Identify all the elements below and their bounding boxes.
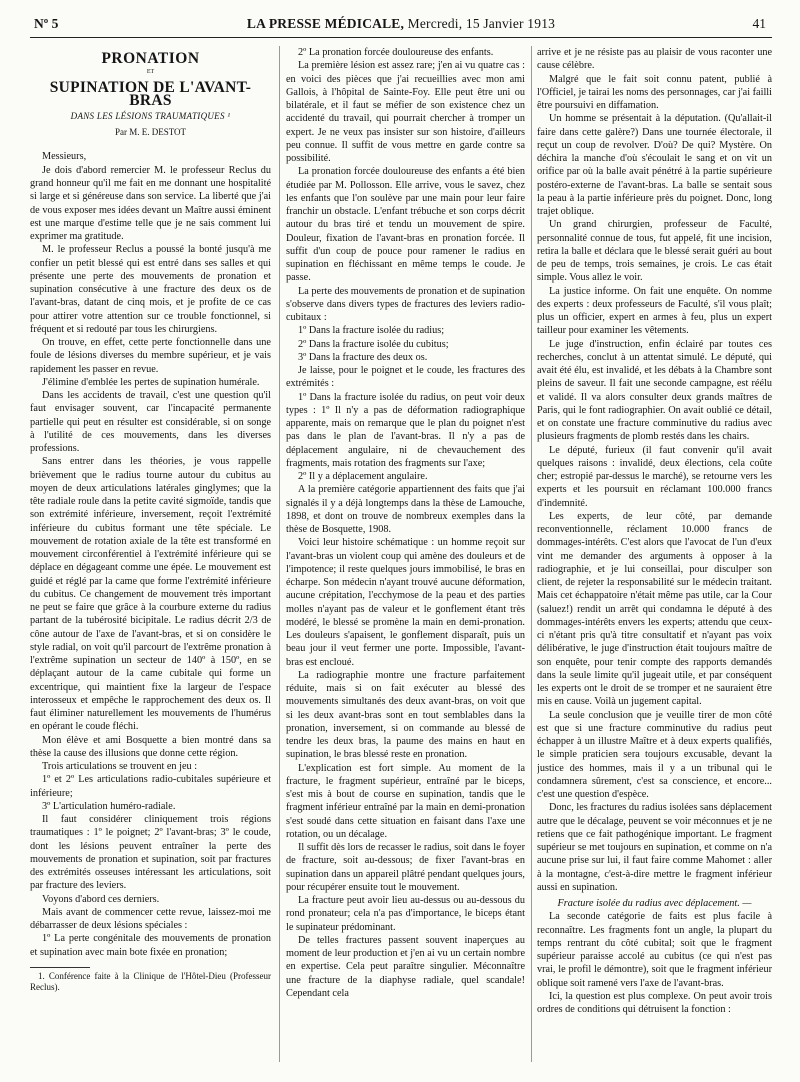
paragraph: 2º Il y a déplacement angulaire.	[298, 471, 428, 482]
article-byline: Par M. E. DESTOT	[114, 127, 187, 138]
paragraph: 1º La perte congénitale des mouvements de pronation et supination avec main bote fixée en pronation;	[30, 933, 271, 958]
paragraph: 1º Dans la fracture isolée du radius;	[298, 325, 445, 337]
paragraph: Messieurs,	[42, 150, 87, 162]
column-2-body	[286, 46, 525, 1000]
paragraph: De telles fractures passent souvent inaperçues au moment de leur production et j'en ai vu un certain nombre en expertise. Cela peut paraître singulier. Méconnaître une fracture de la diaphyse radiale, quel scandale! Cependant cela	[286, 934, 525, 999]
article-title-line2: SUPINATION DE L'AVANT-BRAS	[49, 78, 252, 109]
paragraph: Un grand chirurgien, professeur de Faculté, personnalité connue de tous, fut appelé, fit une incision, retira la balle et déclara que le blessé serait guéri au bout de peu de temps, trois semaines, je crois. Le cas était simple. Vous allez le voir.	[537, 219, 772, 284]
journal-name: LA PRESSE MÉDICALE,	[246, 16, 405, 31]
issue-date: Mercredi, 15 Janvier 1913	[407, 16, 556, 31]
running-header	[30, 14, 772, 36]
paragraph: 2º La pronation forcée douloureuse des enfants.	[298, 47, 494, 58]
column-1-body	[30, 150, 271, 959]
page-number: 41	[752, 16, 766, 31]
paragraph: La radiographie montre une fracture parfaitement réduite, mais si on fait exécuter au blessé des mouvements simultanés des deux avant-bras, on voit que si les deux avant-bras sont en tout semblables dans la pronation, inversement, si on commande au blessé de tendre les deux bras, la paume des mains en haut en supination, le bras blessé reste en pronation.	[286, 669, 525, 761]
paragraph: Les experts, de leur côté, par demande reconventionnelle, réclament 10.000 francs de dommages-intérêts. C'est alors que l'avocat de l'un d'eux vint me demander des arguments à opposer à la radiographie, et je lui conseillai, pour disculper son client, de rejeter la responsabilité sur le médecin traitant. Mais cet échappatoire n'était même pas utile, car la Cour (saluez!) rendit un arrêt qui condamna le député à des dommages-intérêts envers les experts; attendu que ceux-ci n'étant pris qu'à titre consultatif et n'ayant pas voix délibérative, le juge d'instruction était toujours maître de son enquête, pour tenir compte des rapports demandés dans la seule limite qu'il jugeait utile, et par conséquent les experts ont le droit de se tromper et ne sauraient être mis en cause. Voilà un jugement capital.	[537, 510, 772, 708]
paragraph: Donc, les fractures du radius isolées sans déplacement autre que le décalage, peuvent se voir méconnues et je ne retiens que ce fait pathogénique important. Le fragment supérieur se met toujours en supination, et comme on n'a aucune prise sur lui, il faut faire comme Mahomet : aller à la montagne, c'est-à-dire mettre le fragment inférieur aussi en supination.	[537, 802, 772, 893]
paragraph: On trouve, en effet, cette perte fonctionnelle dans une foule de lésions diverses du membre supérieur, et je vais rapidement les passer en revue.	[30, 337, 271, 375]
paragraph: Le juge d'instruction, enfin éclairé par toutes ces recherches, conclut à un attentat simulé. Le député, qui avait été élu, est invalidé, et les débats à la Chambre sont pleins de saveur. Il fait une seconde campagne, est réélu et validé. Il va alors consulter deux grands maîtres de Paris, qui le font radiographier. On avait oublié ce détail, et on constate une fracture comminutive du radius avec plusieurs fragments de plomb restés dans les chairs.	[537, 338, 772, 443]
column-divider	[531, 46, 532, 1062]
paragraph: Ici, la question est plus complexe. On peut avoir trois ordres de conditions qui détruisent la fonction :	[537, 990, 772, 1015]
paragraph: Un homme se présentait à la députation. (Qu'allait-il faire dans cette galère?) Dans une tournée électorale, il reçut un coup de revolver. D'où? De qui? Mystère. On déchira la manche d'où s'écoulait le sang et on vit un orifice par où la balle avait pénétré à la partie supérieure postéro-externe de l'avant-bras. La balle se sentait sous la peau à la partie inférieure près du poignet. Donc, long trajet oblique.	[537, 113, 772, 217]
paragraph: Il faut considérer cliniquement trois régions traumatiques : 1º le poignet; 2º l'avant-bras; 3º le coude, dont les lésions peuvent entraîner la perte des mouvements de pronation et supination, soit par fractures des extrémités osseuses intéressant les articulations, soit par fracture des leviers.	[30, 814, 271, 892]
paragraph: 3º Dans la fracture des deux os.	[298, 351, 428, 363]
column-3-body	[537, 46, 772, 894]
journal-title	[30, 16, 772, 32]
article-title-et: ET	[146, 69, 155, 76]
paragraph: Il suffit dès lors de recasser le radius, soit dans le foyer de fracture, soit au-dessous; de fixer l'avant-bras en supination dans un appareil plâtré pendant quelques jours, pour récupérer ensuite tout le mouvement.	[286, 842, 525, 893]
paragraph: 1º et 2º Les articulations radio-cubitales supérieure et inférieure;	[30, 774, 271, 799]
paragraph: Je laisse, pour le poignet et le coude, les fractures des extrémités :	[286, 365, 525, 390]
paragraph: Malgré que le fait soit connu patent, publié à l'Officiel, je tairai les noms des personnages, car j'ai failli être poursuivi en diffamation.	[537, 73, 772, 111]
paragraph: Trois articulations se trouvent en jeu :	[42, 761, 198, 772]
paragraph: La pronation forcée douloureuse des enfants a été bien étudiée par M. Pollosson. Elle arrive, vous le savez, chez les enfants que l'on soulève par une main pour leur faire franchir un obstacle. L'enfant trébuche et son corps décrit autour du bras tiré et tendu un mouvement de spire. Douleur, fixation de l'avant-bras en pronation forcée. Il suffit d'un coup de pouce pour ramener le radius en supination en fléchissant en même temps le coude. Je passe.	[286, 166, 525, 284]
column-3	[537, 46, 772, 1072]
paragraph: Le député, furieux (il faut convenir qu'il avait quelques raisons : invalidé, deux élections, cela coûte cher; estropié par-dessus le marché), se retourne vers les experts et les poursuit en réclamant 100.000 francs d'indemnité.	[537, 444, 772, 509]
paragraph: Je dois d'abord remercier M. le professeur Reclus du grand honneur qu'il me fait en me donnant une hospitalité si large et si généreuse dans son service. La liberté que j'ai de vous exposer mes idées devant un Maître aussi éminent est une marque d'estime telle que je ne sais comment lui exprimer ma gratitude.	[30, 164, 271, 242]
paragraph: Mais avant de commencer cette revue, laissez-moi me débarrasser de deux lésions spéciales :	[30, 906, 271, 931]
paragraph: La fracture peut avoir lieu au-dessus ou au-dessous du rond pronateur; cela n'a pas d'importance, le biceps étant le supinateur prédominant.	[286, 895, 525, 933]
paragraph: M. le professeur Reclus a poussé la bonté jusqu'à me confier un petit blessé qui est entré dans ses salles et qui présente une perte des mouvements de pronation et supination consécutive à une fracture des deux os de l'avant-bras, datant de cinq mois, et je profite de ce cas pour attirer votre attention sur ce trouble fonctionnel, si fréquent et si redouté par tous les chirurgiens.	[30, 244, 271, 335]
article-subtitle: DANS LES LÉSIONS TRAUMATIQUES ¹	[70, 111, 231, 121]
footnote-rule	[30, 967, 90, 968]
paragraph: 2º Dans la fracture isolée du cubitus;	[298, 338, 449, 350]
paragraph: A la première catégorie appartiennent des faits que j'ai signalés il y a déjà longtemps dans la thèse de Lamouche, 1898, et dont on trouve de nombreux exemples dans la thèse de Bosquette, 1908.	[286, 484, 525, 535]
paragraph: 1º Dans la fracture isolée du radius, on peut voir deux types : 1º Il n'y a pas de déformation radiographique apparente, mais on remarque que le plan du poignet n'est pas dans le plan de l'avant-bras. Il n'y a pas de déplacement angulaire, ni de chevauchement des fragments, mais rotation des fragments sur l'axe;	[286, 391, 525, 469]
column-1	[30, 46, 271, 1072]
paragraph: La seconde catégorie de faits est plus facile à reconnaître. Les fragments font un angle, la plupart du temps rentrant du côté cubital; soit que le fragment supérieur paraisse accolé au cubitus (ce qui n'est pas vrai, le profil le démontre), soit que le fragment inférieur oblique soit ramené vers l'axe de l'avant-bras.	[537, 911, 772, 989]
paragraph: Dans les accidents de travail, c'est une question qu'il faut envisager souvent, car l'incapacité permanente partielle qui peut en résulter est considérable, si on songe à l'utilité de ces mouvements, dans les diverses professions.	[30, 390, 271, 454]
paragraph: Sans entrer dans les théories, je vous rappelle brièvement que le radius tourne autour du cubitus au moyen de deux articulations latérales ginglymes; que la tête radiale roule dans la petite cavité sigmoïde, tandis que son extrémité inférieure, inversement, reçoit l'extrémité inférieure du cubitus formant une tête spéciale. Le mouvement de rotation axiale de la tête est transformé en mouvement circonférentiel à l'extrémité inférieure qui se déplace en dégageant comme une épée. Le mouvement est guidé et réglé par la came que forme l'extrémité inférieure du cubitus. Ce changement de mouvement très important ne peut se faire que grâce à la courbure externe du radius partant de la tubérosité bicipitale. Le radius décrit 2/3 de cône autour de l'axe de l'avant-bras, et si on considère le style radial, on voit qu'il parcourt de l'extrême pronation à l'extrême supination un secteur de 140º à 150º, en se déplaçant autour de la came cubitale qui forme un excentrique, qui maintient fixe la largeur de l'espace interosseux et empêche le rapprochement des deux os. Il faut éliminer naturellement les mouvements de l'humérus en opérant le coude fléchi.	[30, 456, 271, 733]
paragraph: L'explication est fort simple. Au moment de la fracture, le fragment supérieur, entraîné par le biceps, s'est mis à bout de course en supination, tandis que le fragment inférieur entraîné par la main en demi-pronation s'est soudé dans cette situation en faisant dans l'axe une rotation, ou un décalage.	[286, 762, 525, 840]
article-title-line1: PRONATION	[101, 50, 200, 67]
paragraph: La justice informe. On fait une enquête. On nomme des experts : deux professeurs de Faculté, s'il vous plaît; plus un officier, expert en armes à feu, plus un expert tailleur pour examiner les vêtements.	[537, 285, 772, 337]
article-columns	[30, 46, 772, 1072]
paragraph: arrive et je ne résiste pas au plaisir de vous raconter une cause célèbre.	[537, 47, 772, 72]
footnote: 1. Conférence faite à la Clinique de l'Hôtel-Dieu (Professeur Reclus).	[30, 970, 271, 992]
paragraph: Voyons d'abord ces derniers.	[42, 893, 160, 905]
column-divider	[279, 46, 280, 1062]
section-heading: Fracture isolée du radius avec déplacement. —	[557, 898, 752, 909]
paragraph: La seule conclusion que je veuille tirer de mon côté est que si une fracture comminutive du radius peut échapper à un illustre Maître et à deux experts qualifiés, le simple praticien sera toujours excusable, devant la justice des hommes, mais il y a un tribunal qui le condamnera sûrement, c'est sa conscience, et encore... c'est une question d'espèce.	[537, 709, 772, 800]
header-rule	[30, 37, 772, 38]
paragraph: J'élimine d'emblée les pertes de supination humérale.	[42, 376, 260, 388]
column-3-tail	[537, 910, 772, 1016]
paragraph: La perte des mouvements de pronation et de supination s'observe dans divers types de fractures des leviers radio-cubitaux :	[286, 285, 525, 323]
paragraph: Mon élève et ami Bosquette a bien montré dans sa thèse la cause des illusions que donne cette région.	[30, 734, 271, 759]
paragraph: Voici leur histoire schématique : un homme reçoit sur l'avant-bras un violent coup qui amène des douleurs et de l'impotence; il reste quelques jours immobilisé, le bras en écharpe. Son médecin n'ayant trouvé aucune déformation, aucune crépitation, l'ecchymose de la peau et des parties molles n'ayant pas de valeur et le gonflement étant très modéré, le blessé se promène la main en demi-pronation. Les douleurs s'apaisent, le gonflement disparaît, puis un beau jour il veut fermer une porte. Impossible, l'avant-bras est encloué.	[286, 537, 525, 668]
paragraph: 3º L'articulation huméro-radiale.	[42, 800, 176, 812]
paragraph: La première lésion est assez rare; j'en ai vu quatre cas : en voici des pièces que j'ai recueillies avec mon ami Gallois, à l'hôpital de Sainte-Foy. Elle peut être uni ou bilatérale, et il faut se méfier de son existence chez un accidenté du travail, qui pourrait chercher à tromper un expert. Je ne veux pas insister sur son histoire, d'ailleurs peu connue. Il suffit de vous mettre en garde contre sa possibilité.	[286, 60, 525, 164]
column-2	[286, 46, 525, 1072]
issue-number: Nº 5	[34, 16, 59, 31]
